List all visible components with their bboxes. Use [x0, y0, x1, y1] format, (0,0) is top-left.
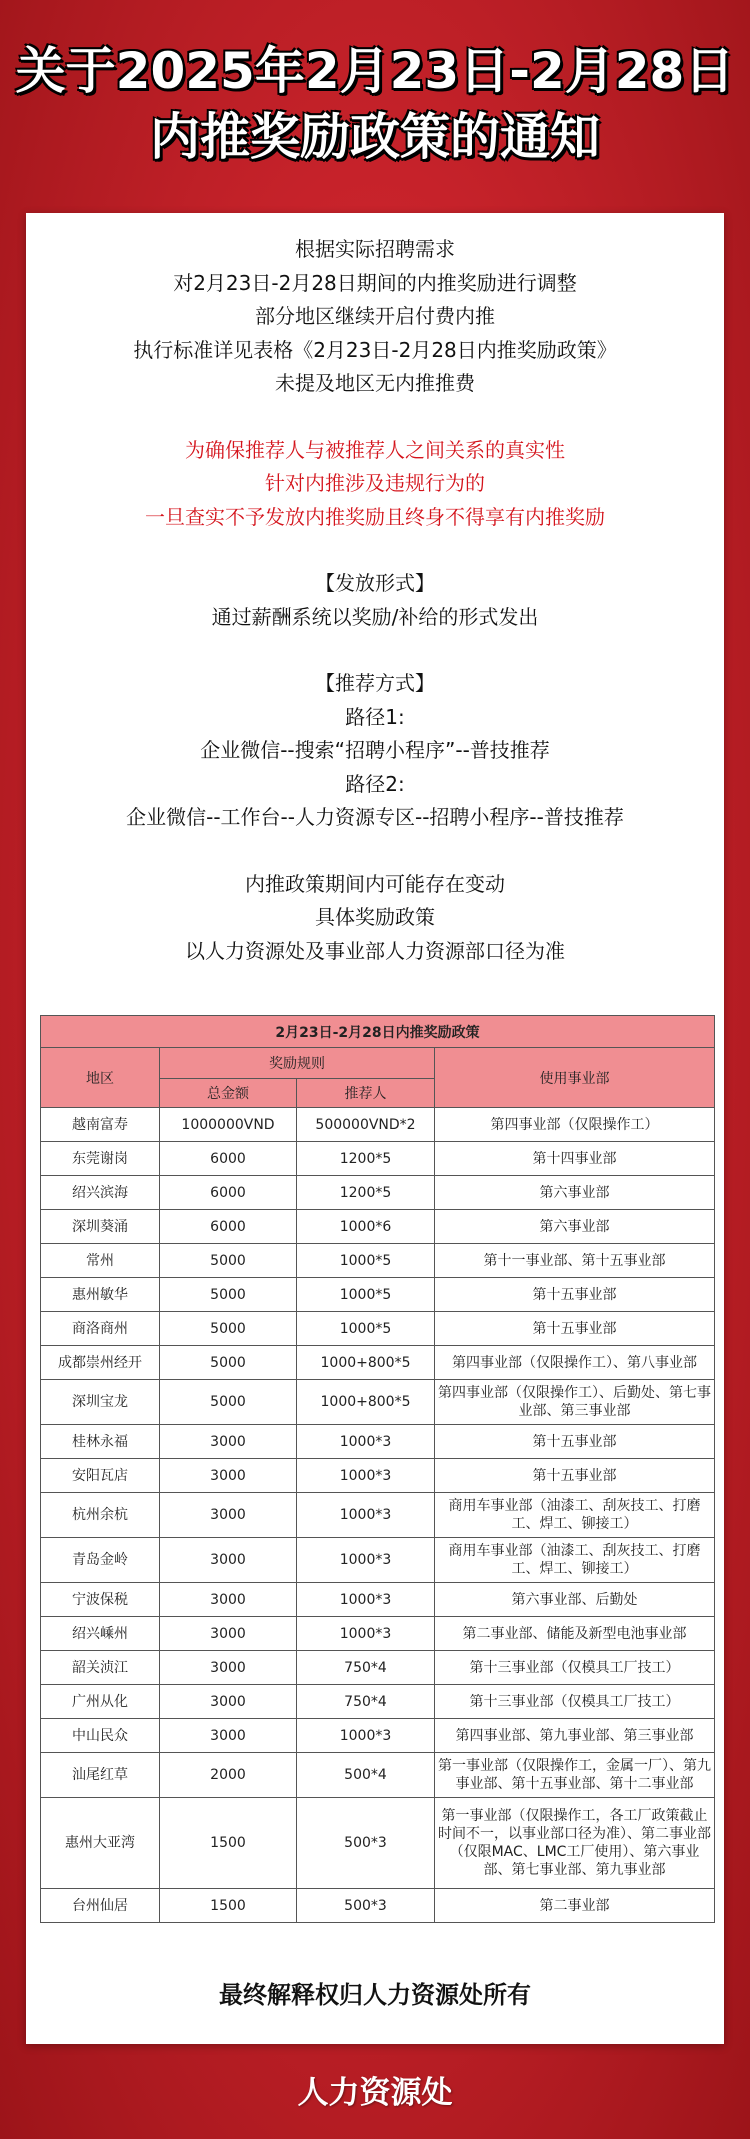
route2-label: 路径2:	[345, 771, 405, 796]
cell-region: 青岛金岭	[41, 1538, 160, 1583]
table-row	[41, 1753, 715, 1798]
cell-referrer: 1000*5	[297, 1278, 435, 1312]
cell-division: 第十三事业部（仅模具工厂技工）	[435, 1651, 715, 1685]
cell-region: 深圳葵涌	[41, 1210, 160, 1244]
cell-total: 3000	[160, 1583, 297, 1617]
header-referrer: 推荐人	[297, 1079, 435, 1108]
cell-region: 常州	[41, 1244, 160, 1278]
method-heading: 【推荐方式】	[315, 671, 435, 695]
cell-referrer: 1000*3	[297, 1583, 435, 1617]
cell-region: 杭州余杭	[41, 1493, 160, 1538]
header-reward: 奖励规则	[160, 1048, 435, 1079]
cell-division: 第二事业部、储能及新型电池事业部	[435, 1617, 715, 1651]
cell-referrer: 1000*3	[297, 1719, 435, 1753]
cell-referrer: 750*4	[297, 1685, 435, 1719]
table-row	[41, 1617, 715, 1651]
cell-division: 第四事业部（仅限操作工）、后勤处、第七事业部、第三事业部	[435, 1380, 715, 1425]
title-line-2: 内推奖励政策的通知	[150, 108, 600, 166]
cell-referrer: 500*3	[297, 1889, 435, 1923]
cell-total: 1000000VND	[160, 1108, 297, 1142]
table-row	[41, 1210, 715, 1244]
table-row	[41, 1244, 715, 1278]
cell-referrer: 1000*5	[297, 1244, 435, 1278]
cell-division: 第十五事业部	[435, 1459, 715, 1493]
cell-region: 惠州敏华	[41, 1278, 160, 1312]
warning-line: 针对内推涉及违规行为的	[265, 471, 485, 495]
payment-text: 通过薪酬系统以奖励/补给的形式发出	[211, 604, 539, 629]
cell-division: 第十一事业部、第十五事业部	[435, 1244, 715, 1278]
cell-referrer: 1000*5	[297, 1312, 435, 1346]
table-row	[41, 1798, 715, 1889]
cell-referrer: 1000*3	[297, 1538, 435, 1583]
cell-referrer: 500000VND*2	[297, 1108, 435, 1142]
table-caption: 2月23日-2月28日内推奖励政策	[41, 1016, 715, 1048]
table-row	[41, 1108, 715, 1142]
cell-region: 深圳宝龙	[41, 1380, 160, 1425]
cell-division: 商用车事业部（油漆工、刮灰技工、打磨工、焊工、铆接工）	[435, 1493, 715, 1538]
cell-division: 第四事业部（仅限操作工）、第八事业部	[435, 1346, 715, 1380]
cell-total: 5000	[160, 1312, 297, 1346]
table-row	[41, 1459, 715, 1493]
cell-region: 宁波保税	[41, 1583, 160, 1617]
notice-line: 以人力资源处及事业部人力资源部口径为准	[185, 938, 565, 963]
cell-referrer: 500*3	[297, 1798, 435, 1889]
cell-total: 6000	[160, 1142, 297, 1176]
payment-heading: 【发放形式】	[315, 571, 435, 595]
cell-region: 中山民众	[41, 1719, 160, 1753]
cell-referrer: 750*4	[297, 1651, 435, 1685]
cell-total: 6000	[160, 1210, 297, 1244]
cell-region: 绍兴嵊州	[41, 1617, 160, 1651]
notice-card	[26, 213, 724, 2044]
warning-line: 为确保推荐人与被推荐人之间关系的真实性	[185, 437, 565, 462]
cell-total: 1500	[160, 1889, 297, 1923]
table-row	[41, 1889, 715, 1923]
cell-division: 第十五事业部	[435, 1312, 715, 1346]
cell-region: 汕尾红草	[41, 1753, 160, 1798]
cell-total: 3000	[160, 1493, 297, 1538]
table-row	[41, 1176, 715, 1210]
warning-line: 一旦查实不予发放内推奖励且终身不得享有内推奖励	[145, 504, 605, 529]
cell-referrer: 1000*6	[297, 1210, 435, 1244]
table-row	[41, 1312, 715, 1346]
cell-division: 第十五事业部	[435, 1425, 715, 1459]
cell-region: 广州从化	[41, 1685, 160, 1719]
cell-total: 3000	[160, 1617, 297, 1651]
cell-total: 3000	[160, 1425, 297, 1459]
cell-division: 第四事业部（仅限操作工）	[435, 1108, 715, 1142]
cell-division: 第四事业部、第九事业部、第三事业部	[435, 1719, 715, 1753]
cell-region: 商洛商州	[41, 1312, 160, 1346]
intro-line: 未提及地区无内推推费	[275, 371, 475, 395]
cell-total: 5000	[160, 1278, 297, 1312]
cell-total: 3000	[160, 1719, 297, 1753]
cell-division: 第六事业部	[435, 1176, 715, 1210]
table-row	[41, 1493, 715, 1538]
table-row	[41, 1278, 715, 1312]
cell-total: 1500	[160, 1798, 297, 1889]
cell-region: 桂林永福	[41, 1425, 160, 1459]
table-row	[41, 1583, 715, 1617]
cell-division: 第二事业部	[435, 1889, 715, 1923]
title-line-1: 关于2025年2月23日-2月28日	[15, 42, 735, 100]
cell-referrer: 1000+800*5	[297, 1346, 435, 1380]
cell-region: 惠州大亚湾	[41, 1798, 160, 1889]
cell-referrer: 1000*3	[297, 1425, 435, 1459]
cell-total: 3000	[160, 1685, 297, 1719]
cell-region: 韶关浈江	[41, 1651, 160, 1685]
cell-region: 绍兴滨海	[41, 1176, 160, 1210]
cell-region: 越南富寿	[41, 1108, 160, 1142]
notice-line: 具体奖励政策	[315, 905, 435, 929]
cell-division: 第一事业部（仅限操作工，各工厂政策截止时间不一，以事业部口径为准）、第二事业部（仅限MAC、LMC工厂使用）、第六事业部、第七事业部、第九事业部	[435, 1798, 715, 1889]
cell-referrer: 1000*3	[297, 1459, 435, 1493]
cell-region: 成都崇州经开	[41, 1346, 160, 1380]
intro-line: 执行标准详见表格《2月23日-2月28日内推奖励政策》	[133, 337, 617, 362]
table-row	[41, 1651, 715, 1685]
final-note: 最终解释权归人力资源处所有	[219, 1981, 531, 2009]
cell-total: 3000	[160, 1651, 297, 1685]
cell-region: 东莞谢岗	[41, 1142, 160, 1176]
route1-label: 路径1:	[345, 704, 405, 729]
cell-division: 第十三事业部（仅模具工厂技工）	[435, 1685, 715, 1719]
notice-title	[0, 38, 750, 170]
intro-line: 根据实际招聘需求	[295, 237, 455, 261]
cell-total: 2000	[160, 1753, 297, 1798]
cell-region: 安阳瓦店	[41, 1459, 160, 1493]
cell-division: 第一事业部（仅限操作工，金属一厂）、第九事业部、第十五事业部、第十二事业部	[435, 1753, 715, 1798]
cell-total: 3000	[160, 1459, 297, 1493]
cell-total: 5000	[160, 1244, 297, 1278]
notice-line: 内推政策期间内可能存在变动	[245, 871, 505, 896]
table-row	[41, 1719, 715, 1753]
header-division: 使用事业部	[435, 1048, 715, 1108]
cell-division: 商用车事业部（油漆工、刮灰技工、打磨工、焊工、铆接工）	[435, 1538, 715, 1583]
cell-region: 台州仙居	[41, 1889, 160, 1923]
cell-referrer: 1200*5	[297, 1176, 435, 1210]
route2-text: 企业微信--工作台--人力资源专区--招聘小程序--普技推荐	[126, 805, 624, 829]
table-row	[41, 1380, 715, 1425]
table-row	[41, 1142, 715, 1176]
table-row	[41, 1346, 715, 1380]
policy-table	[40, 1015, 715, 1923]
route1-text: 企业微信--搜索“招聘小程序”--普技推荐	[200, 738, 550, 762]
cell-division: 第六事业部、后勤处	[435, 1583, 715, 1617]
header-total: 总金额	[160, 1079, 297, 1108]
intro-section	[26, 233, 724, 968]
intro-line: 对2月23日-2月28日期间的内推奖励进行调整	[173, 270, 577, 295]
cell-division: 第十四事业部	[435, 1142, 715, 1176]
table-row	[41, 1685, 715, 1719]
cell-referrer: 1000+800*5	[297, 1380, 435, 1425]
table-body	[41, 1108, 715, 1923]
table-row	[41, 1425, 715, 1459]
department-signature: 人力资源处	[297, 2075, 453, 2111]
cell-referrer: 1200*5	[297, 1142, 435, 1176]
cell-total: 3000	[160, 1538, 297, 1583]
cell-division: 第十五事业部	[435, 1278, 715, 1312]
cell-referrer: 500*4	[297, 1753, 435, 1798]
cell-total: 6000	[160, 1176, 297, 1210]
cell-division: 第六事业部	[435, 1210, 715, 1244]
cell-total: 5000	[160, 1346, 297, 1380]
cell-total: 5000	[160, 1380, 297, 1425]
intro-line: 部分地区继续开启付费内推	[255, 304, 495, 328]
cell-referrer: 1000*3	[297, 1493, 435, 1538]
table-row	[41, 1538, 715, 1583]
cell-referrer: 1000*3	[297, 1617, 435, 1651]
header-region: 地区	[41, 1048, 160, 1108]
